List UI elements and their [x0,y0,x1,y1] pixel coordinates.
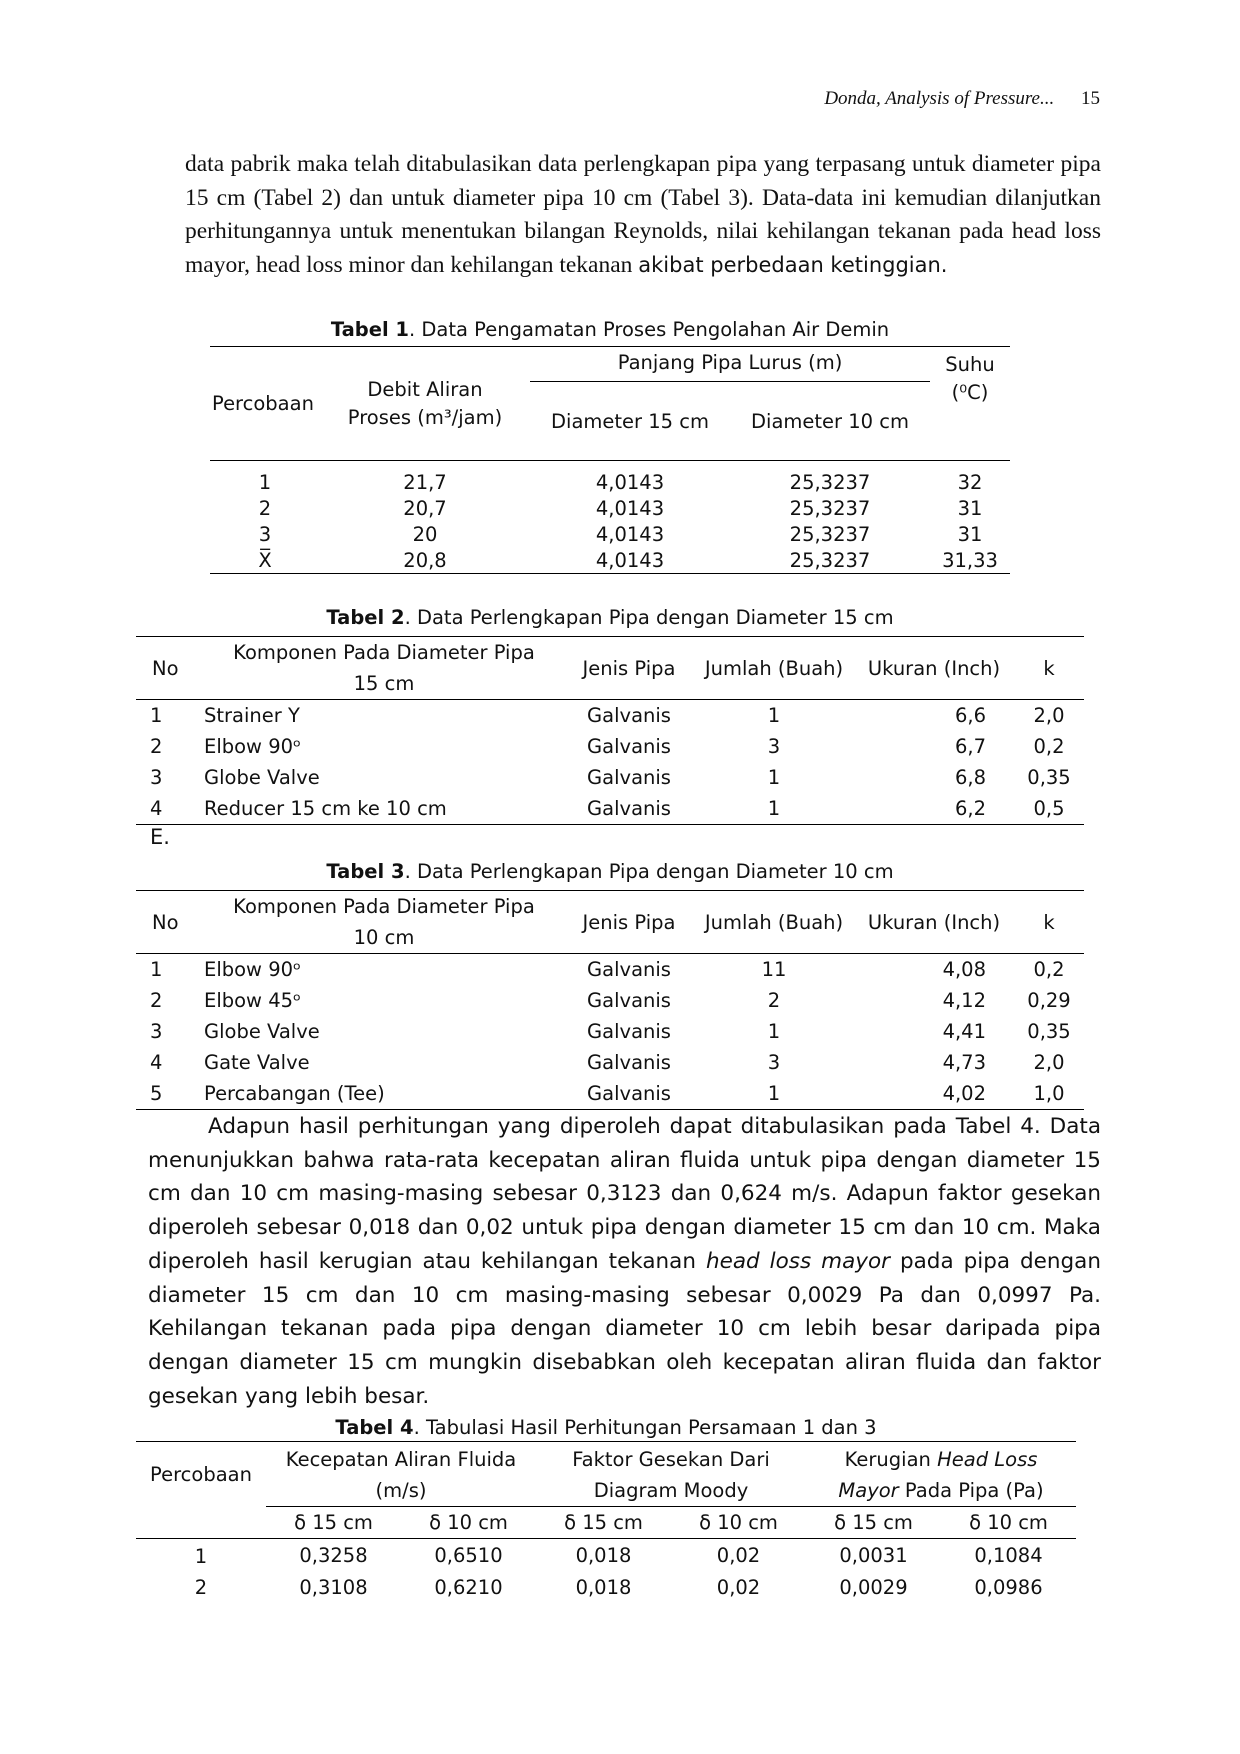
table4-header-faktor [536,1442,806,1507]
table4-subheader-h10: δ 10 cm [941,1506,1076,1538]
table1-cell-d10: 25,3237 [789,548,871,572]
table3-caption [136,860,1084,883]
table-row [136,1016,1084,1047]
table1-header-suhu-line2: (⁰C) [951,381,989,404]
table1-cell-debit: 21,7 [320,461,530,496]
table3-cell-jenis: Galvanis [587,1082,671,1105]
table3-cell-k: 0,29 [1027,989,1071,1012]
table-row [210,547,1010,574]
table3-cell-ukuran: 4,41 [942,1020,986,1043]
table2-cell-k: 2,0 [1033,704,1065,727]
table3-cell-jenis: Galvanis [587,989,671,1012]
table2-cell-jumlah: 1 [767,766,781,789]
paragraph-results-part1: Adapun hasil perhitungan yang diperoleh dapat ditabulasikan pada Tabel 4. Data menunjukkan bahwa rata-rata kecepatan aliran fluida untuk pipa dengan diameter 15 cm dan 10 cm masing-masing sebesar 0,3123 dan 0,624 m/s. Adapun faktor gesekan diperoleh sebesar 0,018 dan 0,02 untuk pipa dengan diameter 15 cm dan 10 cm. Maka diperoleh hasil kerugian atau kehilangan tekanan [148,1114,1101,1274]
table2-header-ukuran: Ukuran (Inch) [854,637,1014,700]
table4-header-percobaan: Percobaan [150,1462,252,1486]
table4-cell-f15: 0,018 [575,1543,632,1567]
table4-cell-v10: 0,6510 [434,1543,503,1567]
table4-caption [136,1416,1076,1439]
stray-text: E. [150,825,170,849]
table4-header-kecepatan-line1: Kecepatan Aliran Fluida [285,1448,517,1471]
table3-cell-no: 3 [150,1020,163,1043]
table4-subheader-blank [136,1506,266,1538]
table1-cell-suhu: 31 [957,496,983,520]
table1-cell-d10: 25,3237 [730,461,930,496]
table3-cell-k: 0,2 [1033,958,1065,981]
table2-header-no: No [136,637,204,700]
table2-header-k: k [1014,637,1084,700]
table4-header-kerugian-line1 [806,1444,1076,1475]
table-row [136,1572,1076,1603]
paragraph-intro [185,148,1101,282]
table3-cell-ukuran: 4,12 [942,989,986,1012]
table1-cell-d15: 4,0143 [595,496,665,520]
paragraph-results-emphasis: head loss mayor [705,1248,890,1274]
table4-header-kecepatan-line2: (m/s) [375,1479,427,1502]
table3-header-ukuran: Ukuran (Inch) [854,891,1014,954]
table4-header-kerugian-text1: Kerugian [844,1448,938,1471]
table-row [136,1538,1076,1572]
table1-header-panjang: Panjang Pipa Lurus (m) [530,347,930,382]
table1-cell-d15: 4,0143 [595,522,665,546]
table1-cell-no: X̅ [258,548,272,572]
table2-header-komponen [204,637,564,700]
running-header [824,88,1100,110]
table1-body [210,461,1010,574]
table2-cell-jenis: Galvanis [587,704,671,727]
table3-cell-no: 1 [150,958,163,981]
table1-header-d15: Diameter 15 cm [551,409,709,433]
table4-cell-v15: 0,3108 [299,1575,368,1599]
table2-cell-no: 1 [150,704,163,727]
table4-cell-f10: 0,02 [716,1575,761,1599]
table1-header-d10: Diameter 10 cm [751,409,909,433]
table4-cell-no: 2 [194,1575,208,1599]
table-row [136,762,1084,793]
table-row [210,495,1010,521]
table2-caption-label: Tabel 2 [326,606,405,629]
table3-cell-k: 0,35 [1027,1020,1071,1043]
table2-cell-komponen: Elbow 90ᵒ [204,735,302,758]
table1-cell-suhu: 31 [957,522,983,546]
table4-cell-h15: 0,0029 [839,1575,908,1599]
table-row [210,461,1010,496]
table1-header-debit [320,347,530,461]
paragraph-results-part2: pada pipa dengan diameter 15 cm dan 10 cm masing-masing sebesar 0,0029 Pa dan 0,0997 Pa. Kehilangan tekanan pada pipa dengan diameter 10 cm lebih besar daripada pipa dengan diameter 15 cm mungkin disebabkan oleh kecepatan aliran fluida dan faktor gesekan yang lebih besar. [148,1248,1101,1409]
table3-cell-jenis: Galvanis [587,958,671,981]
table4-cell-f10: 0,02 [716,1543,761,1567]
table1-cell-no: 3 [258,522,272,546]
table3-cell-komponen: Elbow 90ᵒ [204,958,302,981]
table2-cell-k: 0,2 [1033,735,1065,758]
table2-cell-jumlah: 3 [767,735,781,758]
table1-cell-suhu: 31,33 [942,548,998,572]
table3-cell-komponen: Gate Valve [204,1051,310,1074]
table-row [136,1047,1084,1078]
table4-header-faktor-line1: Faktor Gesekan Dari [572,1448,770,1471]
table1-cell-d10: 25,3237 [789,522,871,546]
table1-caption-text: . Data Pengamatan Proses Pengolahan Air Demin [409,318,890,341]
paragraph-intro-tail: akibat perbedaan ketinggian. [638,252,948,277]
table4-header-kerugian-text2: Pada Pipa (Pa) [898,1479,1044,1502]
table1-header-percobaan: Percobaan [212,392,314,415]
table2-cell-jenis: Galvanis [587,766,671,789]
table2 [136,636,1084,825]
table2-cell-komponen: Reducer 15 cm ke 10 cm [204,797,447,820]
table2-cell-no: 4 [150,797,163,820]
table4-cell-v15: 0,3258 [299,1543,368,1567]
running-header-title: Donda, Analysis of Pressure... [824,88,1055,109]
table3-header-jumlah: Jumlah (Buah) [694,891,854,954]
table4-subheader-f10: δ 10 cm [671,1506,806,1538]
table3-cell-jumlah: 1 [767,1082,781,1105]
table2-cell-jenis: Galvanis [587,797,671,820]
table1-cell-no: 2 [258,496,272,520]
table-row [136,1078,1084,1110]
table3-header-komponen [204,891,564,954]
table-row [136,731,1084,762]
table1-cell-d10: 25,3237 [789,496,871,520]
table1-cell-suhu: 32 [930,461,1010,496]
table3-cell-jumlah: 3 [767,1051,781,1074]
table-row [136,954,1084,986]
page-number: 15 [1081,88,1100,109]
table3-cell-k: 1,0 [1033,1082,1065,1105]
table1-header-debit-line1: Debit Aliran [367,377,483,401]
table4-cell-h10: 0,1084 [974,1543,1043,1567]
table2-header-jumlah: Jumlah (Buah) [694,637,854,700]
table3-cell-jenis: Galvanis [587,1020,671,1043]
table3-header-komponen-line2: 10 cm [353,926,415,949]
table-row [210,521,1010,547]
table1-cell-debit: 20,7 [403,496,447,520]
table1-header-suhu-line1: Suhu [945,353,995,376]
table1-cell-no: 1 [210,461,320,496]
table3-cell-no: 2 [150,989,163,1012]
table-row [136,793,1084,825]
paragraph-intro-text: data pabrik maka telah ditabulasikan data perlengkapan pipa yang terpasang untuk diameter pipa 15 cm (Tabel 2) dan untuk diameter pipa 10 cm (Tabel 3). Data-data ini kemudian dilanjutkan perhitungannya untuk menentukan bilangan Reynolds, nilai kehilangan tekanan pada head loss mayor, head loss minor dan kehilangan tekanan [185,151,1101,278]
table1-caption-label: Tabel 1 [330,318,409,341]
table2-header-jenis: Jenis Pipa [564,637,694,700]
table2-header-komponen-line2: 15 cm [353,672,415,695]
table4-subheader-h15: δ 15 cm [806,1506,941,1538]
table2-cell-komponen: Strainer Y [204,704,300,727]
table3-cell-ukuran: 4,02 [942,1082,986,1105]
table1-cell-d15: 4,0143 [595,548,665,572]
table2-cell-komponen: Globe Valve [204,766,320,789]
table4-header-kerugian-em2: Mayor [838,1479,899,1502]
table3-caption-label: Tabel 3 [326,860,405,883]
table3-cell-no: 4 [150,1051,163,1074]
table4-cell-f15: 0,018 [575,1575,632,1599]
table3-cell-ukuran: 4,08 [942,958,986,981]
table4-subheader-v10: δ 10 cm [401,1506,536,1538]
table4-cell-h15: 0,0031 [839,1543,908,1567]
table3 [136,890,1084,1110]
table2-cell-jumlah: 1 [767,704,781,727]
table4 [136,1441,1076,1603]
table1-caption [210,318,1010,341]
table4-header-kecepatan [266,1442,536,1507]
table4-subheader-v15: δ 15 cm [266,1506,401,1538]
table2-cell-no: 3 [150,766,163,789]
table3-cell-komponen: Percabangan (Tee) [204,1082,385,1105]
table4-caption-text: . Tabulasi Hasil Perhitungan Persamaan 1 dan 3 [413,1416,877,1439]
table3-header-no: No [136,891,204,954]
table2-cell-ukuran: 6,7 [954,735,986,758]
table2-caption [136,606,1084,629]
table-row [136,985,1084,1016]
table1-cell-debit: 20 [412,522,438,546]
table1 [210,346,1010,574]
paragraph-results [148,1110,1101,1413]
table2-cell-ukuran: 6,6 [954,704,986,727]
table3-cell-ukuran: 4,73 [942,1051,986,1074]
table3-header-komponen-line1: Komponen Pada Diameter Pipa [233,895,535,918]
table2-header-komponen-line1: Komponen Pada Diameter Pipa [233,641,535,664]
table-row [136,700,1084,732]
table1-header-debit-line2: Proses (m³/jam) [347,405,503,429]
table4-cell-no: 1 [194,1544,208,1568]
table2-cell-no: 2 [150,735,163,758]
table2-cell-jenis: Galvanis [587,735,671,758]
table2-cell-jumlah: 1 [767,797,781,820]
table4-header-faktor-line2: Diagram Moody [593,1479,749,1502]
table3-cell-komponen: Globe Valve [204,1020,320,1043]
table3-cell-jenis: Galvanis [587,1051,671,1074]
table1-cell-debit: 20,8 [403,548,447,572]
table1-cell-d15: 4,0143 [530,461,730,496]
table3-cell-no: 5 [150,1082,163,1105]
table4-cell-v10: 0,6210 [434,1575,503,1599]
table1-header-suhu [930,347,1010,461]
table2-cell-k: 0,5 [1033,797,1065,820]
table2-cell-k: 0,35 [1027,766,1071,789]
table3-header-k: k [1014,891,1084,954]
table3-cell-jumlah: 11 [761,958,787,981]
table3-cell-jumlah: 2 [767,989,781,1012]
table4-header-kerugian-em1: Head Loss [937,1448,1038,1471]
table4-caption-label: Tabel 4 [335,1416,414,1439]
table4-cell-h10: 0,0986 [974,1575,1043,1599]
table3-caption-text: . Data Perlengkapan Pipa dengan Diameter 10 cm [404,860,894,883]
table3-cell-komponen: Elbow 45ᵒ [204,989,302,1012]
table2-cell-ukuran: 6,8 [954,766,986,789]
table4-header-kerugian-line2 [806,1475,1076,1506]
table4-subheader-f15: δ 15 cm [536,1506,671,1538]
table3-cell-k: 2,0 [1033,1051,1065,1074]
table3-header-jenis: Jenis Pipa [564,891,694,954]
table2-cell-ukuran: 6,2 [954,797,986,820]
table3-cell-jumlah: 1 [767,1020,781,1043]
table4-header-kerugian [806,1442,1076,1507]
table2-caption-text: . Data Perlengkapan Pipa dengan Diameter 15 cm [404,606,894,629]
